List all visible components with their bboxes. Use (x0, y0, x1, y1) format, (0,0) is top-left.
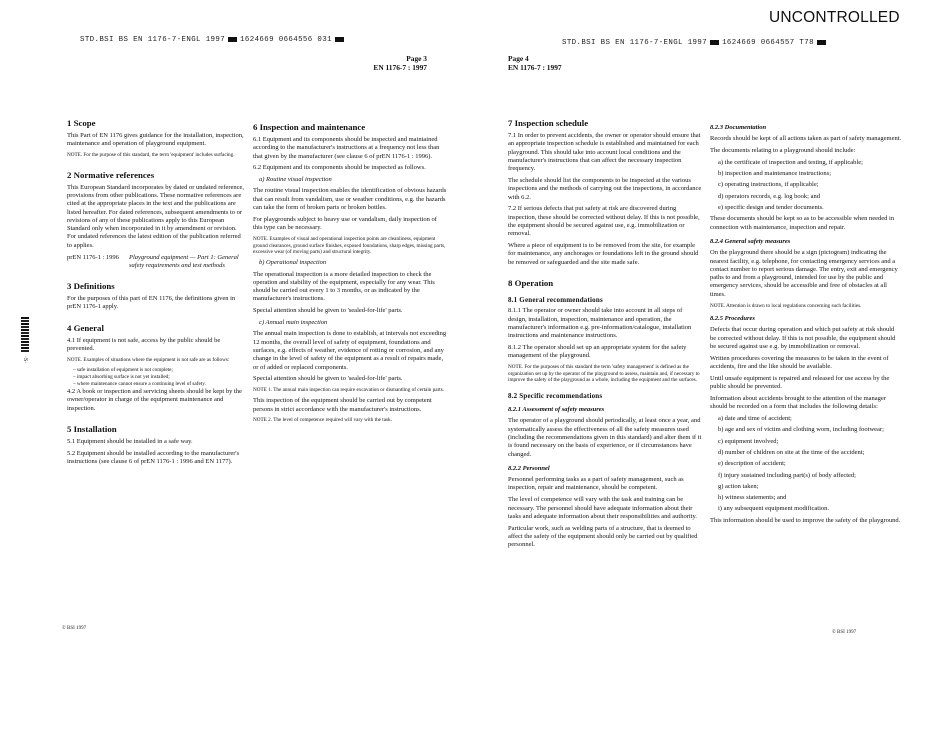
subclause-title: a) Routine visual inspection (259, 176, 332, 184)
standard-number: EN 1176-7 : 1997 (373, 63, 427, 72)
paragraph: These documents should be kept so as to be accessible when needed in connection with maintenance, inspection and repair. (710, 215, 895, 231)
clause-heading: 8.2.5 Procedures (710, 315, 755, 323)
paragraph: 7.2 If serious defects that put safety at risk are discovered during inspection, these should be corrected without delay. If this is not possible, the equipment should be secured against use, e.g. immobilization or removal. (508, 205, 700, 238)
dash-list-item: – where maintenance cannot ensure a continuing level of safety. (73, 380, 206, 387)
right-page-column-2 (710, 118, 902, 529)
section-heading: 6 Inspection and maintenance (253, 122, 366, 132)
note: NOTE 2. The level of competence required will vary with the task. (253, 417, 392, 424)
list-item: h) witness statements; and (718, 494, 787, 502)
section-heading: 1 Scope (67, 118, 96, 128)
page-number: Page 3 (406, 54, 427, 63)
right-page-footer: © BSI 1997 (832, 630, 857, 635)
paragraph: Special attention should be given to 'sealed-for-life' parts. (253, 307, 403, 315)
paragraph: 8.1.1 The operator or owner should take into account in all steps of design, installation, inspection, maintenance and operation, the manufacturer's information e.g. pre-information/catalogue, installation instructions and maintenance instructions. (508, 307, 692, 340)
clause-heading: 8.2.4 General safety measures (710, 237, 791, 245)
document-code-prefix: STD.BSI BS EN 1176-7-ENGL 1997 (562, 39, 708, 47)
code-block-mark (228, 37, 237, 42)
dash-list-item: – safe installation of equipment is not complete; (73, 366, 173, 373)
paragraph: Records should be kept of all actions taken as part of safety management. (710, 135, 902, 143)
list-item: e) description of accident; (718, 460, 786, 468)
subsection-heading: 8.2 Specific recommendations (508, 391, 603, 400)
paragraph: 7.1 In order to prevent accidents, the owner or operator should ensure that an appropriate inspection schedule is established and maintained for each playground. This should take into account local conditions and the manufacturer's instructions that can affect the necessary inspection frequency. (508, 132, 701, 173)
paragraph: Until unsafe equipment is repaired and released for use access by the public should be prevented. (710, 374, 890, 391)
paragraph: This inspection of the equipment should be carried out by competent persons in strict accordance with the manufacturer's instructions. (253, 397, 432, 413)
list-item: i) any subsequent equipment modification. (718, 505, 830, 513)
paragraph: 5.1 Equipment should be installed in a safe way. (67, 437, 193, 445)
subclause-title: b) Operational inspection (259, 259, 327, 267)
paragraph: The level of competence will vary with the task and training can be necessary. The personnel should have adequate information about their tasks and adequate information about their responsibilities and authority. (508, 496, 697, 520)
list-item: c) operating instructions, if applicable; (718, 181, 819, 189)
list-item: a) date and time of accident; (718, 415, 792, 423)
paragraph: For playgrounds subject to heavy use or vandalism, daily inspection of this type can be necessary. (253, 215, 437, 232)
left-page-footer: © BSI 1997 (62, 626, 87, 631)
paragraph: Defects that occur during operation and which put safety at risk should be corrected without delay. If this is not possible, the equipment should be secured against use e.g. by immobilization or removal. (710, 326, 896, 351)
left-page-column-1 (67, 118, 247, 470)
reference-code: prEN 1176-1 : 1996 (67, 253, 119, 261)
right-page-column-1 (508, 118, 702, 553)
dash-list-item: – impact absorbing surface is not yet installed; (73, 373, 170, 380)
paragraph: This European Standard incorporates by dated or undated reference, provisions from other publications. These normative references are cited at the appropriate places in the text and the publications are listed hereafter. For dated references, subsequent amendments to or revisions of any of these publications apply to this European Standard only when incorporated in it by amendment or revision. For undated references the latest edition of the publication referred to applies. (67, 183, 245, 249)
document-code-suffix: 1624669 0664556 031 (240, 36, 332, 44)
clause-heading: 8.2.2 Personnel (508, 464, 550, 472)
paragraph: 4.2 A book or inspection and servicing sheets should be kept by the owner/operator in charge of the equipment maintenance and inspection. (67, 387, 242, 412)
paragraph: 8.1.2 The operator should set up an appropriate system for the safety management of the playground. (508, 343, 687, 360)
right-page-document-code (562, 39, 829, 47)
section-heading: 3 Definitions (67, 281, 115, 292)
code-block-mark (817, 40, 826, 45)
uncontrolled-stamp: UNCONTROLLED (769, 9, 900, 26)
list-item: e) specific design and tender documents. (718, 204, 824, 212)
paragraph: The routine visual inspection enables the identification of obvious hazards that can result from vandalism, use or weather conditions, e.g. the hazards can take the form of broken parts or broken bottles. (253, 187, 447, 212)
paragraph: 6.2 Equipment and its components should be inspected as follows. (253, 164, 426, 172)
subclause-title: c) Annual main inspection (259, 319, 328, 327)
section-heading: 2 Normative references (67, 169, 155, 180)
note: NOTE. Examples of visual and operational inspection points are cleanliness, equipment ground clearances, ground surface finishes, exposed foundations, sharp edges, missing parts, excessive wear (of moving parts) and structural integrity. (253, 235, 446, 256)
page-number: Page 4 (508, 54, 529, 63)
paragraph: 6.1 Equipment and its components should be inspected and maintained according to the manufacturer's instructions at a frequency not less than that given by the manufacturer (see clause 6 of prEN 1176-1 : 1996). (253, 136, 440, 160)
note: NOTE. Examples of situations where the equipment is not safe are as follows: (67, 356, 230, 363)
list-item: g) action taken; (718, 482, 759, 490)
list-item: d) number of children on site at the time of the accident; (718, 449, 865, 456)
paragraph: Special attention should be given to 'sealed-for-life' parts. (253, 375, 403, 383)
document-code-prefix: STD.BSI BS EN 1176-7-ENGL 1997 (80, 36, 226, 44)
note: NOTE. For the purpose of this standard, the term 'equipment' includes surfacing. (67, 152, 235, 159)
side-barcode (21, 317, 29, 353)
left-page-document-code (80, 36, 347, 44)
right-page-heading (508, 54, 562, 72)
note: NOTE 1. The annual main inspection can require excavation or dismantling of certain parts. (253, 387, 445, 394)
list-item: c) equipment involved; (718, 437, 779, 445)
paragraph: This Part of EN 1176 gives guidance for the installation, inspection, maintenance and operation of playground equipment. (67, 132, 244, 148)
paragraph: The schedule should list the components to be inspected at the various inspections and the methods of carrying out the inspections, in accordance with 6.2. (508, 176, 702, 201)
paragraph: Where a piece of equipment is to be removed from the site, for example for maintenance, any anchorages or foundations left in the ground should be removed or safeguarded and the site made safe. (508, 242, 699, 266)
section-heading: 7 Inspection schedule (508, 118, 589, 128)
paragraph: Particular work, such as welding parts of a structure, that is deemed to affect the safety of the equipment should only be carried out by qualified personnel. (508, 524, 698, 549)
note: NOTE. Attention is drawn to local regulations concerning such facilities. (710, 302, 862, 309)
list-item: b) inspection and maintenance instructions; (718, 170, 831, 178)
paragraph: The annual main inspection is done to establish, at intervals not exceeding 12 months, the overall level of safety of equipment, foundations and surfaces, e.g. effects of weather, evidence of rotting or corrosion, and any change in the level of safety of the equipment as a result of repairs made, or of added or replaced components. (253, 330, 447, 371)
list-item: d) operators records, e.g. log book; and (718, 192, 820, 200)
paragraph: The documents relating to a playground should include: (710, 147, 856, 155)
list-item: f) injury sustained including part(s) of body affected; (718, 471, 856, 479)
paragraph: Information about accidents brought to the attention of the manager should be recorded on a form that includes the following details: (710, 395, 886, 411)
paragraph: 4.1 If equipment is not safe, access by the public should be prevented. (67, 336, 221, 353)
clause-heading: 8.2.1 Assessment of safety measures (508, 406, 605, 414)
list-item: b) age and sex of victim and clothing worn, including footwear; (718, 426, 884, 434)
paragraph: This information should be used to improve the safety of the playground. (710, 516, 901, 524)
document-code-suffix: 1624669 0664557 T78 (722, 39, 814, 47)
paragraph: The operator of a playground should periodically, at least once a year, and systematically assess the effectiveness of all the safety measures used (including the recommendations given in this standard) and alter them if it is found necessary on the basis of experience, or if circumstances have changed. (508, 417, 702, 458)
code-block-mark (335, 37, 344, 42)
subsection-heading: 8.1 General recommendations (508, 295, 603, 304)
paragraph: Personnel performing tasks as a part of safety management, such as inspection, repair and maintenance, should be competent. (508, 476, 684, 492)
note: NOTE. For the purposes of this standard the term 'safety management' is defined as the organization set up by the operator of the playground to assess, maintain and, if necessary to improve the safety of the playground as a whole, including the equipment and the surfaces. (508, 364, 700, 384)
code-block-mark (710, 40, 719, 45)
section-heading: 8 Operation (508, 277, 554, 288)
clause-heading: 8.2.3 Documentation (710, 124, 767, 131)
left-page-heading (300, 54, 427, 72)
paragraph: The operational inspection is a more detailed inspection to check the operation and stability of the equipment, especially for any wear. This should be carried out every 1 to 3 months, or as indicated by the manufacturer's instructions. (253, 270, 435, 303)
left-page-column-2 (253, 122, 447, 427)
side-mark: ·S· (22, 356, 28, 364)
paragraph: Written procedures covering the measures to be taken in the event of accidents, fire and the like should be available. (710, 354, 889, 371)
list-item: a) the certificate of inspection and testing, if applicable; (718, 158, 863, 166)
section-heading: 4 General (67, 322, 104, 333)
paragraph: 5.2 Equipment should be installed according to the manufacturer's instructions (see clause 6 of prEN 1176-1 : 1996 and EN 1177). (67, 449, 240, 465)
paragraph: On the playground there should be a sign (pictogram) indicating the nearest facility, e.g. telephone, for contacting emergency services and a contact number to report serious damage. The entry, exit and emergency paths to and from a playground, intended for use by the public and emergency services, should be accessible and free of obstacles at all times. (710, 249, 898, 298)
reference-title: Playground equipment — Part 1: General safety requirements and test methods (129, 253, 239, 269)
normative-reference (67, 254, 247, 271)
standard-number: EN 1176-7 : 1997 (508, 63, 562, 72)
section-heading: 5 Installation (67, 423, 117, 434)
paragraph: For the purposes of this part of EN 1176, the definitions given in prEN 1176-1 apply. (67, 295, 236, 311)
